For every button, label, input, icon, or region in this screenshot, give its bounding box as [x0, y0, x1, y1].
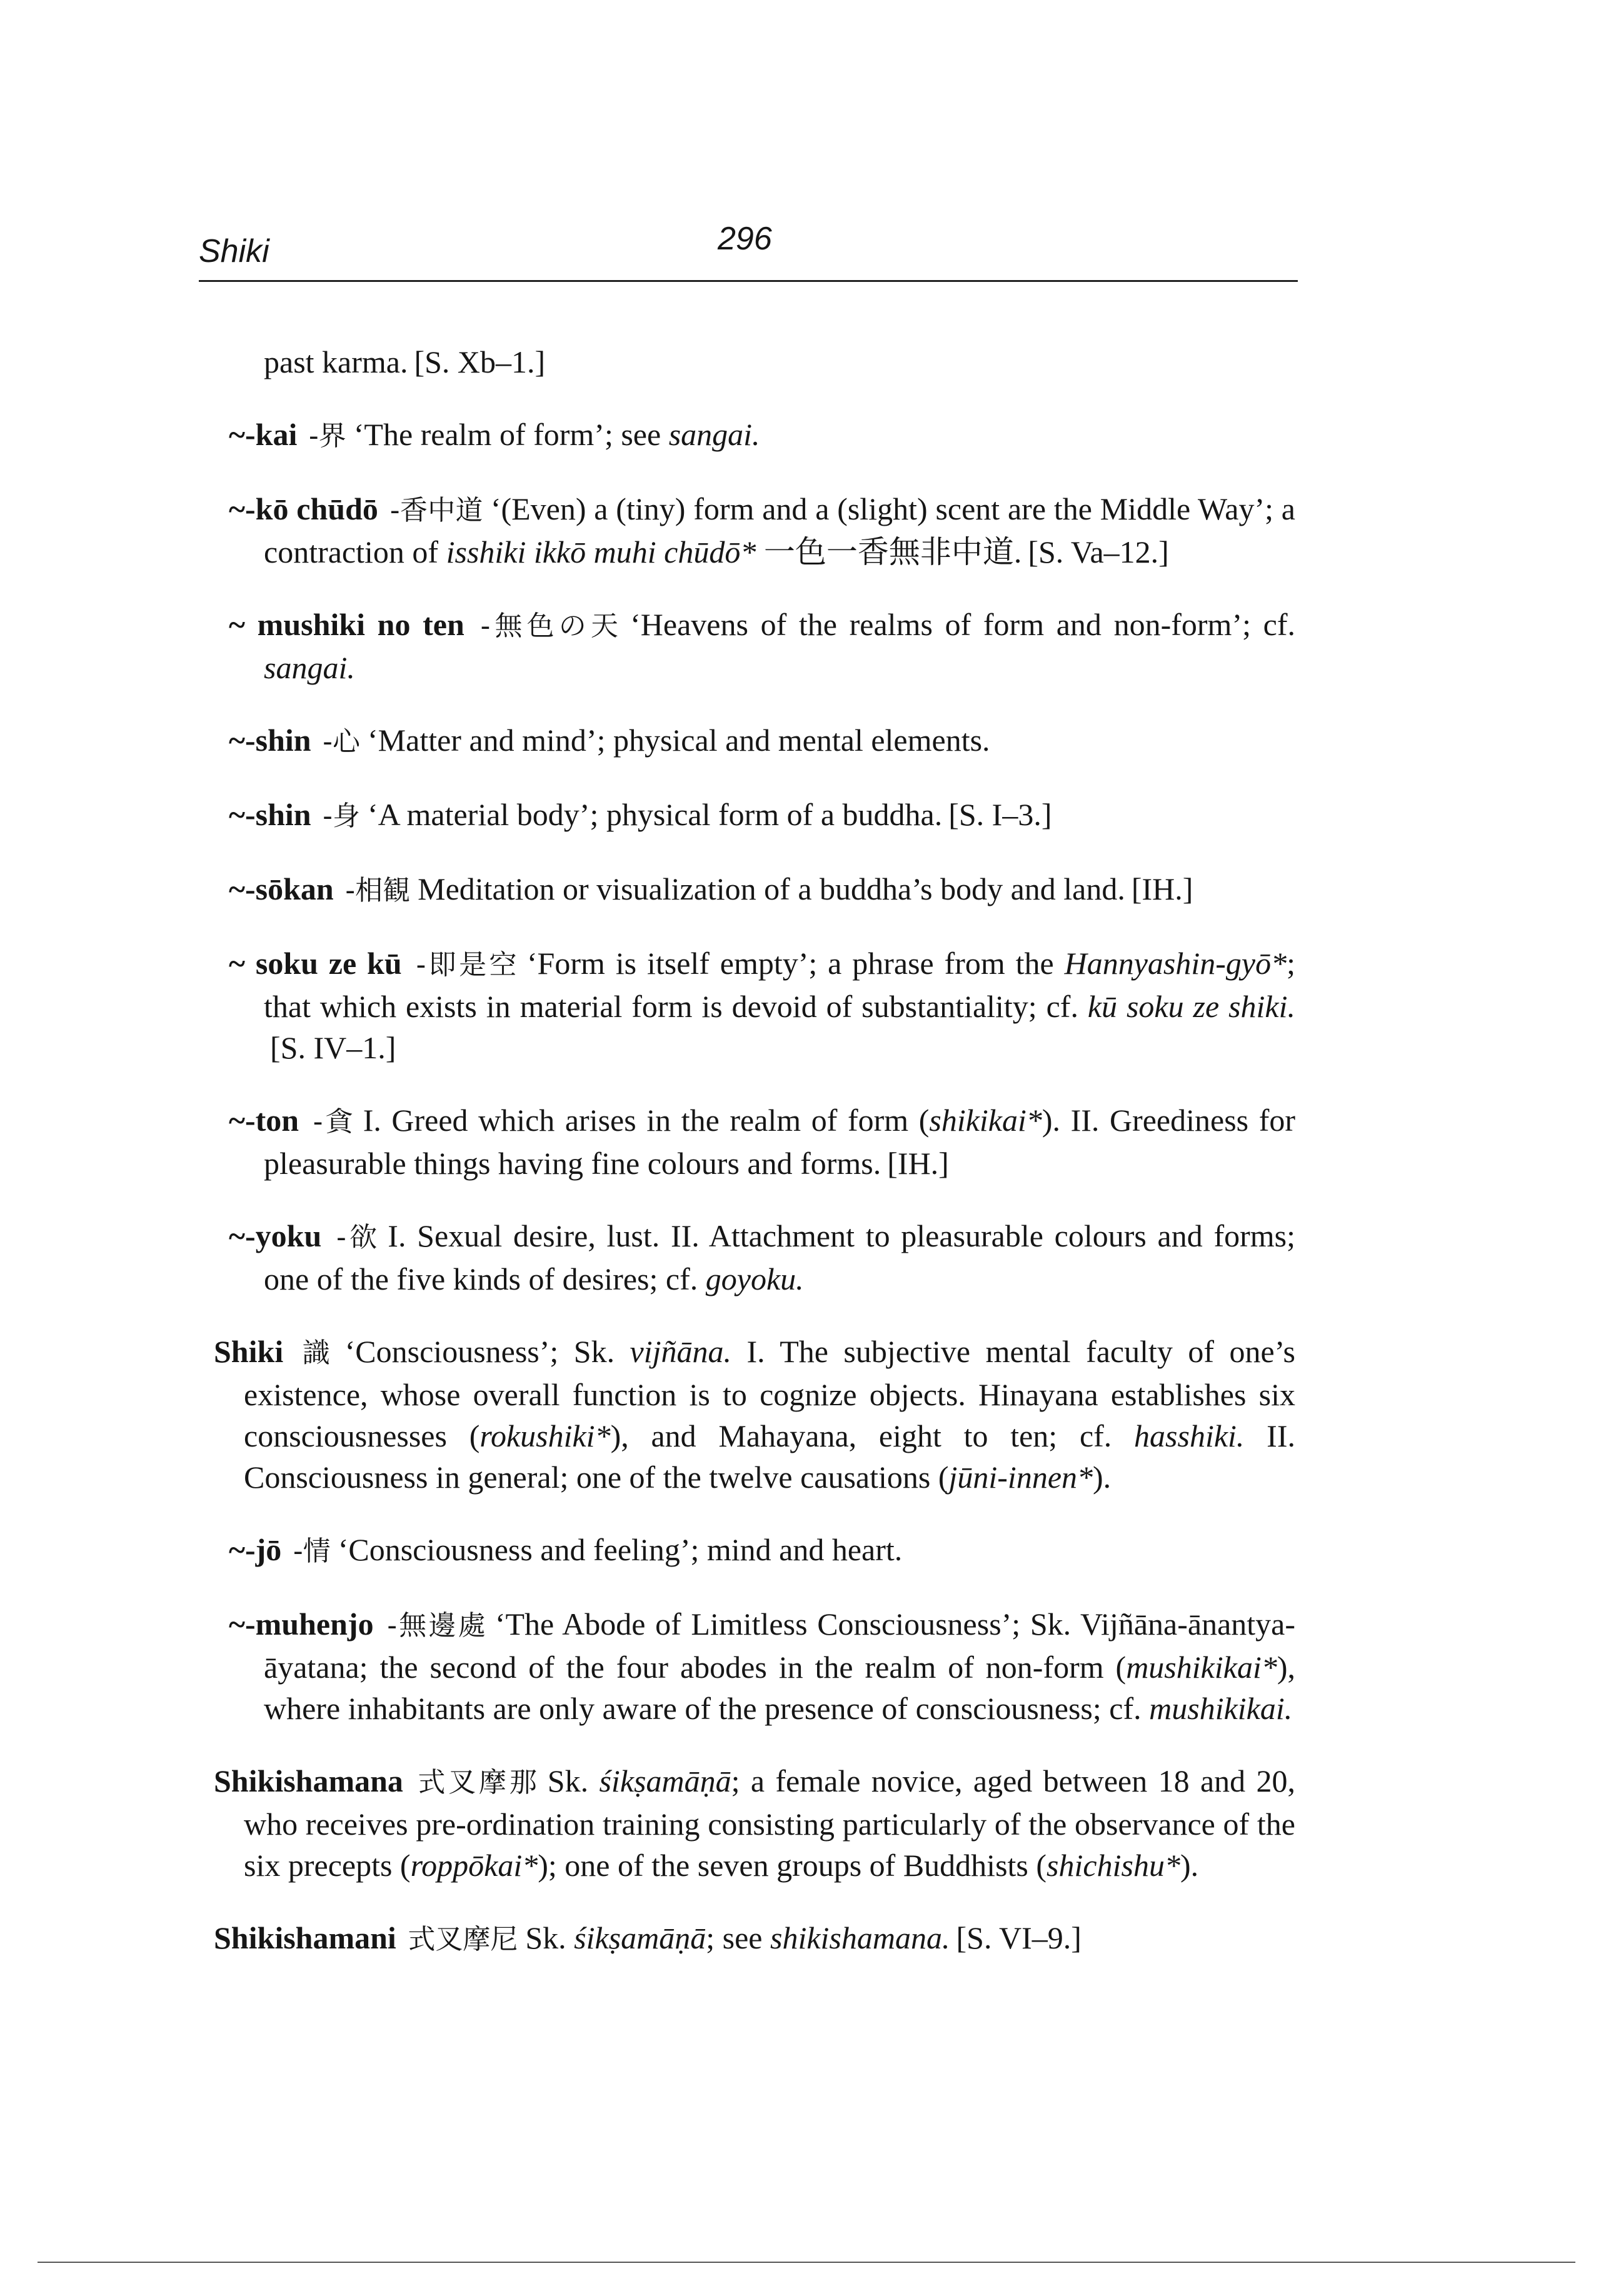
entry-shiki-soku-ze-ku: ~ soku ze kū -即是空 ‘Form is itself empty’; a phrase from the Hannyashin-gyō*; that which exists in material form is devoid of substantiality; cf. kū soku ze shiki.[S. IV–1.]	[229, 946, 1296, 1065]
header-rule	[199, 280, 1298, 282]
entry-shiki-consciousness: Shiki 識 ‘Consciousness’; Sk. vijñāna. I. The subjective mental faculty of one’s existence, whose overall function is to cognize objects. Hinayana establishes six consciousnesses (rokushiki*), and Mahayana, eight to ten; cf. hasshiki. II. Consciousness in general; one of the twelve causations (jūni-innen*).	[214, 1334, 1296, 1495]
entry-shiki-sokan: ~-sōkan -相観 Meditation or visualization of a buddha’s body and land. [IH.]	[229, 871, 1193, 906]
entry-shiki-ko-chudo: ~-kō chūdō -香中道 ‘(Even) a (tiny) form and a (slight) scent are the Middle Way’; a contraction of isshiki ikkō muhi chūdō* 一色一香無非中道. [S. Va–12.]	[229, 491, 1295, 569]
entry-continuation: past karma. [S. Xb–1.]	[264, 344, 546, 379]
entry-shiki-shin-mind: ~-shin -心 ‘Matter and mind’; physical and mental elements.	[229, 723, 990, 758]
page-number: 296	[718, 221, 772, 257]
entry-shikishamana: Shikishamana 式叉摩那 Sk. śikṣamāṇā; a female novice, aged between 18 and 20, who receives pre-ordination training consisting particularly of the observance of the six precepts (roppōkai*); one of the seven groups of Buddhists (shichishu*).	[214, 1763, 1296, 1883]
running-head	[199, 219, 1298, 281]
running-head-word: Shiki	[199, 233, 269, 269]
entry-shiki-muhenjo: ~-muhenjo -無邊處 ‘The Abode of Limitless Consciousness’; Sk. Vijñāna-ānantya-āyatana; the second of the four abodes in the realm of non-form (mushikikai*), where inhabitants are only aware of the presence of consciousness; cf. mushikikai.	[229, 1607, 1295, 1726]
bottom-scan-rule	[38, 2262, 1575, 2263]
entry-shiki-shin-body: ~-shin -身 ‘A material body’; physical form of a buddha. [S. I–3.]	[229, 797, 1052, 832]
entry-shikishamani: Shikishamani 式叉摩尼 Sk. śikṣamāṇā; see shikishamana. [S. VI–9.]	[214, 1920, 1082, 1955]
entry-shiki-ton: ~-ton -貪 I. Greed which arises in the realm of form (shikikai*). II. Greediness for pleasurable things having fine colours and forms. [IH.]	[229, 1103, 1295, 1181]
entry-shiki-yoku: ~-yoku -欲 I. Sexual desire, lust. II. Attachment to pleasurable colours and forms; one of the five kinds of desires; cf. goyoku.	[229, 1218, 1295, 1296]
entry-shiki-kai: ~-kai -界 ‘The realm of form’; see sangai.	[229, 417, 760, 452]
entry-shiki-mushiki-no-ten: ~ mushiki no ten -無色の天 ‘Heavens of the realms of form and non-form’; cf. sangai.	[229, 607, 1295, 685]
entry-shiki-jo: ~-jō -情 ‘Consciousness and feeling’; mind and heart.	[229, 1532, 903, 1567]
entry-list	[214, 310, 1295, 1970]
